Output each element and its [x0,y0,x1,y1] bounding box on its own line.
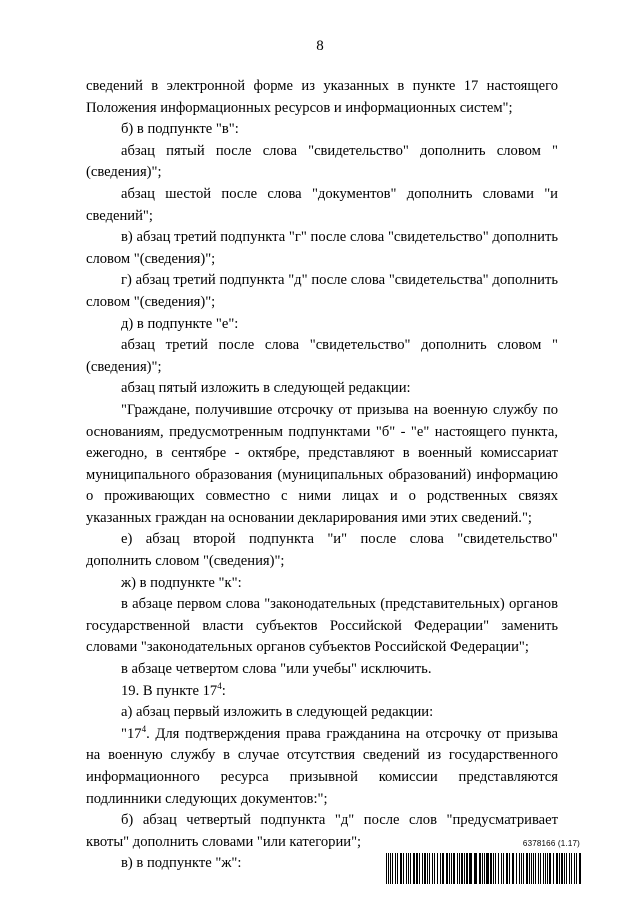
paragraph-text: в) в подпункте "ж": [121,855,242,872]
paragraph-text: "Граждане, получившие отсрочку от призыва на военную службу по основаниям, предусмотренным подпунктами "б" - "е" настоящего пункта, ежегодно, в сентябре - октябре, представляют в военный комиссариат муниципального образования (муниципальных образований) информацию о проживающих совместно с ними лицах и о родственных связях указанных граждан на основании декларирования ими этих сведений."; [86,401,558,526]
paragraph-text: абзац пятый после слова "свидетельство" дополнить словом "(сведения)"; [86,142,558,181]
paragraph [86,573,558,595]
paragraph-text: а) абзац первый изложить в следующей редакции: [121,704,434,721]
paragraph [86,335,558,378]
page-number: 8 [316,38,324,54]
paragraph-text: абзац шестой после слова "документов" дополнить словами "и сведений"; [86,185,558,224]
paragraph-text: в) абзац третий подпункта "г" после слова "свидетельство" дополнить словом "(сведения)"; [86,229,558,267]
paragraph [86,681,558,703]
paragraph [86,184,558,227]
paragraph [86,702,558,724]
paragraph-text: ж) в подпункте "к": [121,574,242,591]
paragraph-text: 19. В пункте 17 [121,682,218,699]
paragraph-text: д) в подпункте "е": [121,315,239,332]
paragraph [86,227,558,270]
paragraph [86,659,558,681]
document-body [86,76,558,875]
paragraph [86,270,558,313]
paragraph-text: абзац пятый изложить в следующей редакции: [121,380,411,397]
paragraph [86,378,558,400]
paragraph [86,76,558,119]
paragraph-text: г) абзац третий подпункта "д" после слова "свидетельства" дополнить словом "(сведения)"; [86,272,558,310]
paragraph [86,724,558,810]
paragraph [86,141,558,184]
paragraph-text: "17 [121,725,142,742]
paragraph-text: абзац третий после слова "свидетельство" дополнить словом "(сведения)"; [86,337,558,375]
paragraph [86,810,558,853]
paragraph [86,594,558,659]
paragraph-text-continued: : [221,682,226,699]
document-code: 6378166 (1.17) [522,839,580,848]
paragraph [86,119,558,141]
barcode-image [386,853,582,884]
paragraph-text: сведений в электронной форме из указанных в пункте 17 настоящего Положения информационных ресурсов и информационных систем"; [86,78,558,116]
paragraph-text: б) абзац четвертый подпункта "д" после слов "предусматривает квоты" дополнить словами "или категории"; [86,812,558,850]
paragraph-text: в абзаце первом слова "законодательных (представительных) органов государственной власти субъектов Российской Федерации" заменить словами "законодательных органов субъектов Российской Федерации"; [86,596,558,656]
superscript: 4 [141,723,147,734]
paragraph [86,529,558,572]
paragraph-text: в абзаце четвертом слова "или учебы" исключить. [121,661,432,678]
paragraph-text: е) абзац второй подпункта "и" после слова "свидетельство" дополнить словом "(сведения)"; [86,531,558,570]
paragraph [86,400,558,530]
superscript: 4 [217,680,222,691]
paragraph-text: б) в подпункте "в": [121,121,239,138]
paragraph-text-continued: . Для подтверждения права гражданина на отсрочку от призыва на военную службу в случае отсутствия сведений из государственного информационного ресурса призывной комиссии представляются подлинники следующих документов:"; [86,725,558,807]
paragraph [86,314,558,336]
